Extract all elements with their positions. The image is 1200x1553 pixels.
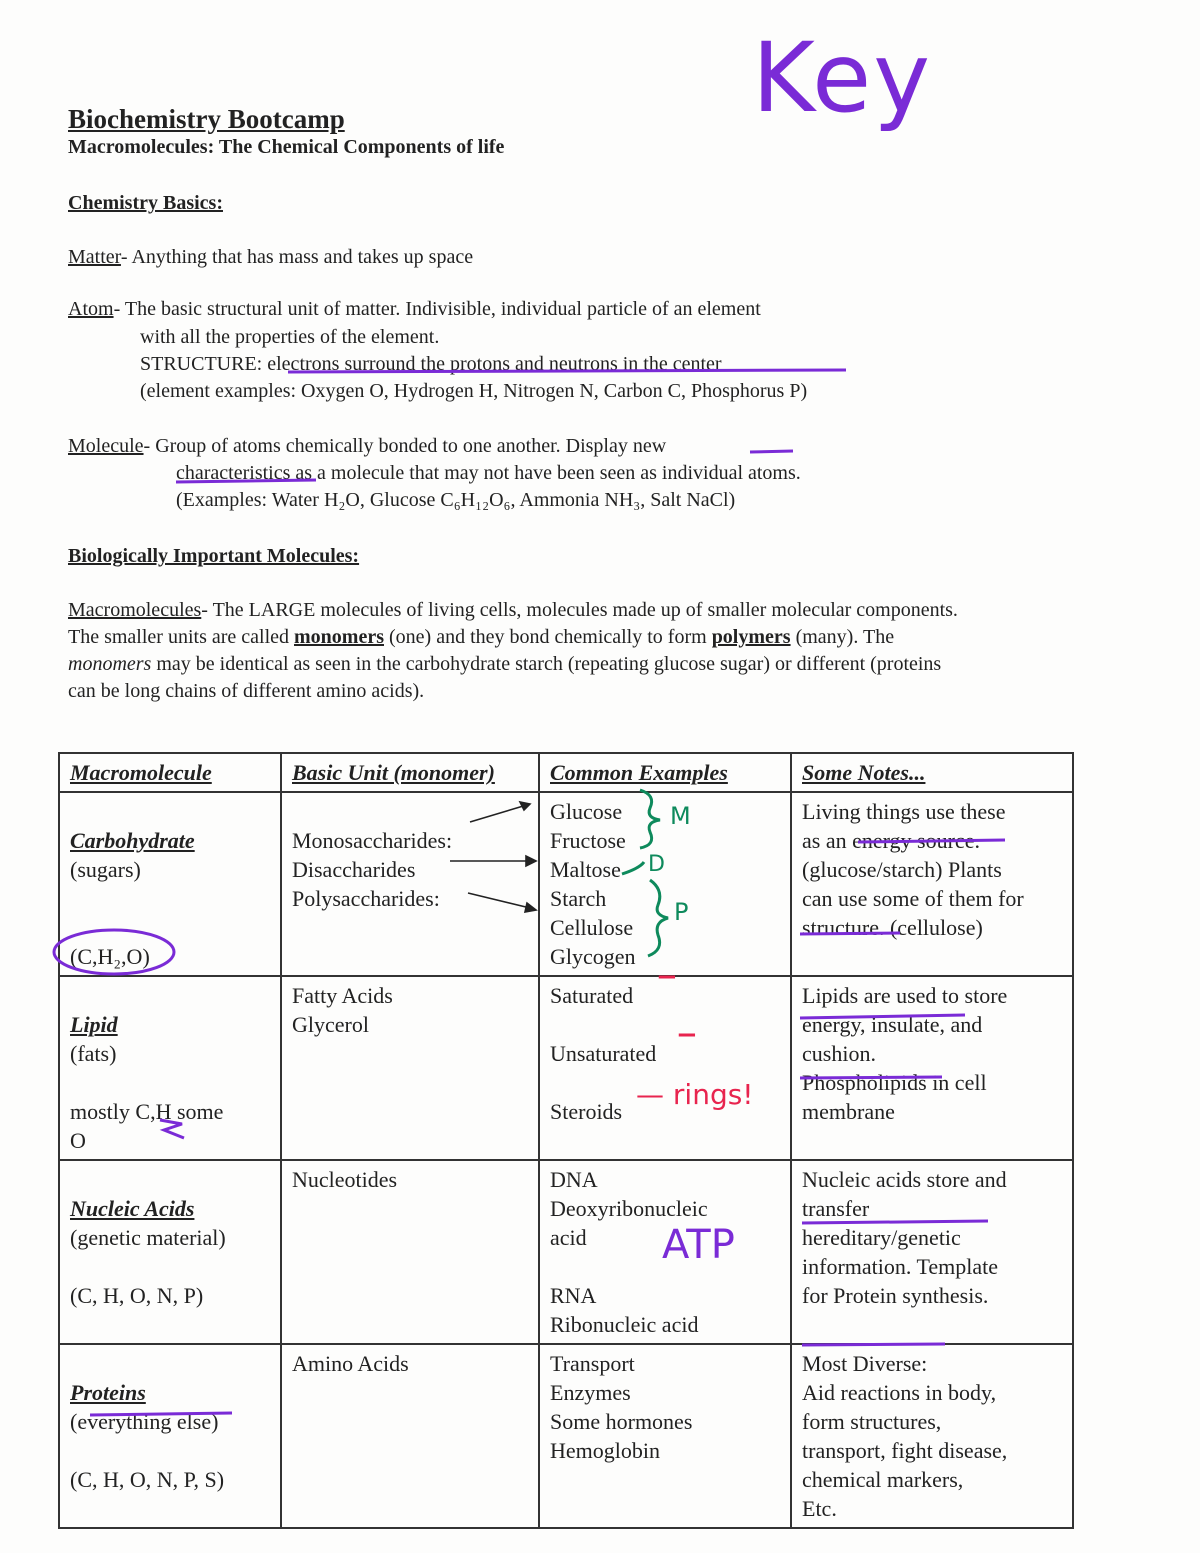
atom-def-line2: with all the properties of the element. (140, 326, 440, 348)
monomers-term: monomers (294, 626, 384, 648)
note-line: structure. (cellulose) (802, 915, 983, 940)
molecule-term: Molecule (68, 435, 144, 457)
note-line: Aid reactions in body, (802, 1380, 997, 1405)
polymers-term: polymers (711, 626, 791, 648)
header-basic-unit: Basic Unit (monomer) (292, 760, 495, 785)
example-transport: Transport (550, 1351, 635, 1376)
mark-polysaccharide: P (674, 898, 689, 926)
example-cellulose: Cellulose (550, 915, 634, 940)
unit-monosaccharides: Monosaccharides: (292, 828, 453, 853)
example-dna: DNA (550, 1167, 598, 1192)
atom-def-line1: - The basic structural unit of matter. Indivisible, individual particle of an element (113, 298, 761, 320)
note-line: chemical markers, (802, 1467, 964, 1492)
macro-sub-genetic: (genetic material) (70, 1225, 226, 1250)
molecule-def-line2: characteristics as a molecule that may not have been seen as individual atoms. (176, 462, 801, 484)
note-line: energy, insulate, and (802, 1012, 983, 1037)
note-line: transport, fight disease, (802, 1438, 1008, 1463)
example-hemoglobin: Hemoglobin (550, 1438, 660, 1463)
macro-sub-everything: (everything else) (70, 1409, 219, 1434)
example-enzymes: Enzymes (550, 1380, 631, 1405)
example-maltose: Maltose (550, 857, 621, 882)
chemistry-basics-heading: Chemistry Basics: (68, 192, 223, 214)
atom-structure-text: electrons surround the protons and neutrons in the center (262, 353, 722, 375)
matter-term: Matter (68, 246, 121, 268)
underline-structure (288, 370, 846, 372)
brace-di (622, 862, 644, 874)
note-line: information. Template (802, 1254, 999, 1279)
example-fructose: Fructose (550, 828, 626, 853)
header-macromolecule: Macromolecule (70, 760, 212, 785)
unit-disaccharides: Disaccharides (292, 857, 416, 882)
page-subtitle: Macromolecules: The Chemical Components of life (68, 136, 505, 158)
note-line: Living things use these (802, 799, 1006, 824)
unit-polysaccharides: Polysaccharides: (292, 886, 440, 911)
note-line: transfer (802, 1196, 870, 1221)
mark-disaccharide: D (648, 852, 665, 877)
atom-examples: (element examples: Oxygen O, Hydrogen H, Nitrogen N, Carbon C, Phosphorus P) (140, 380, 808, 402)
lipid-formula-line2: O (70, 1128, 86, 1153)
note-line: (glucose/starch) Plants (802, 857, 1002, 882)
note-line: for Protein synthesis. (802, 1283, 989, 1308)
note-line: Lipids are used to store (802, 983, 1008, 1008)
note-line: Nucleic acids store and (802, 1167, 1007, 1192)
molecule-def-line1: - Group of atoms chemically bonded to one another. Display new (143, 435, 667, 457)
note-line: Most Diverse: (802, 1351, 928, 1376)
mark-saturated: − (656, 962, 678, 992)
note-line: Etc. (802, 1496, 837, 1521)
unit-glycerol: Glycerol (292, 1012, 369, 1037)
macro-name-carbohydrate: Carbohydrate (70, 828, 195, 853)
note-line: form structures, (802, 1409, 942, 1434)
macro-line2-c: (many). The (790, 626, 895, 648)
unit-amino-acids: Amino Acids (292, 1351, 409, 1376)
example-ribonucleic: Ribonucleic acid (550, 1312, 699, 1337)
example-starch: Starch (550, 886, 607, 911)
lipid-formula-line1: mostly C,H some (70, 1099, 224, 1124)
mark-unsaturated: − (676, 1020, 698, 1050)
unit-fatty-acids: Fatty Acids (292, 983, 393, 1008)
brace-mono (640, 790, 660, 848)
brace-poly (648, 880, 668, 956)
unit-arrows (450, 802, 536, 912)
mark-atp: ATP (662, 1222, 735, 1268)
example-unsaturated: Unsaturated (550, 1041, 657, 1066)
header-some-notes: Some Notes... (802, 760, 926, 785)
example-steroids: Steroids (550, 1099, 623, 1124)
example-hormones: Some hormones (550, 1409, 693, 1434)
underline-structure-cellulose (800, 933, 900, 934)
macro-line2-b: (one) and they bond chemically to form (384, 626, 712, 648)
handwritten-key-annotation: Key (752, 22, 933, 134)
circle-carb-formula (54, 930, 174, 974)
monomers-italic: monomers (68, 653, 152, 675)
example-rna: RNA (550, 1283, 597, 1308)
macro-sub-fats: (fats) (70, 1041, 117, 1066)
nucleic-formula: (C, H, O, N, P) (70, 1283, 204, 1308)
example-acid: acid (550, 1225, 587, 1250)
example-saturated: Saturated (550, 983, 634, 1008)
bio-molecules-heading: Biologically Important Molecules: (68, 545, 360, 567)
macromolecules-term: Macromolecules (68, 599, 202, 621)
underline-energy-source (858, 840, 1005, 842)
underline-characteristics (176, 480, 316, 482)
atom-term: Atom (68, 298, 114, 320)
note-line: cushion. (802, 1041, 876, 1066)
underline-phospholipids (800, 1077, 942, 1078)
note-line: hereditary/genetic (802, 1225, 961, 1250)
underline-energy-insulate (800, 1015, 965, 1018)
underline-new (750, 451, 793, 452)
macro-line2-a: The smaller units are called (68, 626, 295, 648)
carb-formula: (C,H₂,O) (70, 944, 150, 969)
matter-def-text: - Anything that has mass and takes up space (120, 246, 474, 268)
macro-sub-sugars: (sugars) (70, 857, 141, 882)
macro-line3-rest: may be identical as seen in the carbohydrate starch (repeating glucose sugar) or different (proteins (151, 653, 942, 675)
underline-everything-else (90, 1413, 232, 1415)
note-line: as an energy source. (802, 828, 980, 853)
example-deoxyribonucleic: Deoxyribonucleic (550, 1196, 708, 1221)
example-glycogen: Glycogen (550, 944, 636, 969)
example-glucose: Glucose (550, 799, 623, 824)
underline-most-diverse (802, 1344, 945, 1345)
header-common-examples: Common Examples (550, 760, 728, 785)
note-line: membrane (802, 1099, 895, 1124)
atom-structure-label: STRUCTURE: (140, 353, 263, 375)
macro-def-line1: - The LARGE molecules of living cells, molecules made up of smaller molecular components. (201, 599, 958, 621)
macro-name-lipid: Lipid (70, 1012, 118, 1037)
macro-name-nucleic-acids: Nucleic Acids (70, 1196, 195, 1221)
note-line: can use some of them for (802, 886, 1024, 911)
molecule-examples: (Examples: Water H₂O, Glucose C₆H₁₂O₆, Ammonia NH₃, Salt NaCl) (176, 489, 736, 511)
protein-formula: (C, H, O, N, P, S) (70, 1467, 225, 1492)
note-line: Phospholipids in cell (802, 1070, 987, 1095)
macro-line4: can be long chains of different amino acids). (68, 680, 425, 702)
unit-nucleotides: Nucleotides (292, 1167, 398, 1192)
mark-monosaccharide: M (670, 802, 691, 830)
page-title: Biochemistry Bootcamp (68, 104, 345, 134)
squiggle-ch (160, 1120, 184, 1138)
macro-name-proteins: Proteins (70, 1380, 146, 1405)
mark-steroids-rings: — rings! (636, 1078, 754, 1111)
underline-hereditary (802, 1221, 988, 1223)
